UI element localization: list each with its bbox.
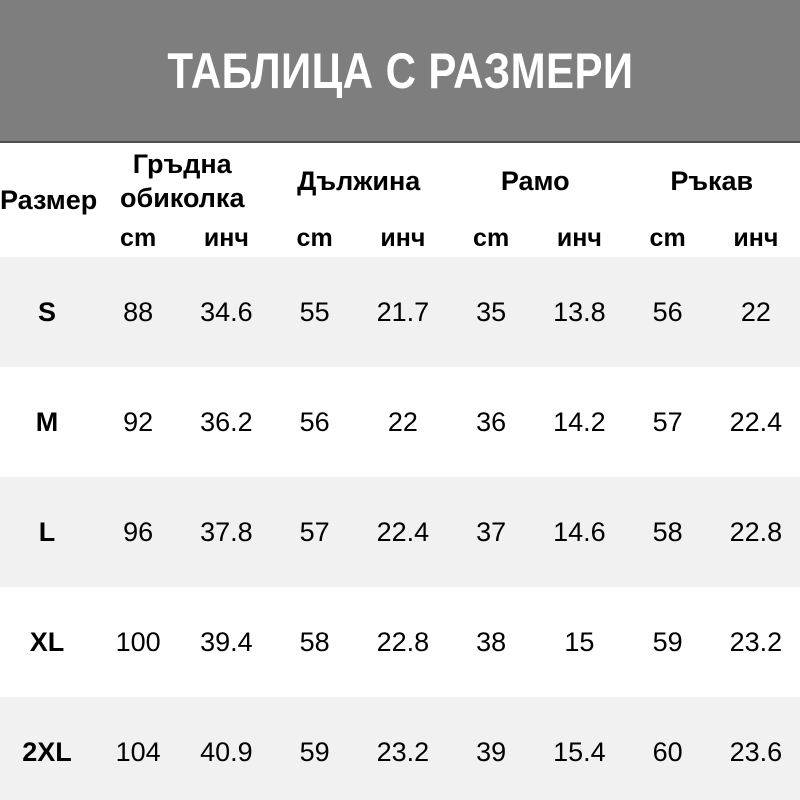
unit-header-shoulder-inch: инч [556, 223, 602, 252]
size-row-xl [0, 587, 800, 697]
unit-header-chest-cm: cm [120, 223, 157, 252]
value-cell: 36.2 [200, 406, 253, 437]
table-header [0, 143, 800, 257]
table-body [0, 257, 800, 800]
unit-header-length-cm: cm [296, 223, 333, 252]
size-cell: XL [29, 626, 65, 657]
title-bar [0, 0, 800, 143]
value-cell: 22.8 [729, 516, 783, 547]
size-row-2xl [0, 697, 800, 800]
value-cell: 22 [387, 406, 418, 437]
unit-header-sleeve-inch: инч [733, 223, 779, 252]
value-cell: 96 [123, 516, 154, 547]
value-cell: 40.9 [200, 736, 253, 767]
unit-header-sleeve-cm: cm [649, 223, 686, 252]
value-cell: 59 [299, 736, 330, 767]
value-cell: 22 [740, 296, 771, 327]
value-cell: 35 [476, 296, 507, 327]
value-cell: 15 [564, 626, 595, 657]
value-cell: 15.4 [553, 736, 606, 767]
group-header-row [0, 143, 800, 219]
column-header-size: Размер [0, 185, 98, 215]
value-cell: 57 [652, 406, 683, 437]
value-cell: 13.8 [553, 296, 606, 327]
value-cell: 37 [476, 516, 507, 547]
value-cell: 34.6 [200, 296, 253, 327]
value-cell: 22.4 [729, 406, 783, 437]
page-title: ТАБЛИЦА С РАЗМЕРИ [166, 42, 634, 99]
value-cell: 92 [123, 406, 154, 437]
size-cell: L [38, 516, 56, 547]
size-row-m [0, 367, 800, 477]
unit-header-length-inch: инч [380, 223, 426, 252]
value-cell: 23.2 [729, 626, 783, 657]
size-cell: M [35, 406, 59, 437]
value-cell: 38 [476, 626, 507, 657]
value-cell: 56 [299, 406, 330, 437]
value-cell: 39.4 [200, 626, 253, 657]
value-cell: 59 [652, 626, 683, 657]
value-cell: 14.2 [553, 406, 606, 437]
value-cell: 60 [652, 736, 683, 767]
size-table [0, 143, 800, 800]
value-cell: 58 [652, 516, 683, 547]
column-group-length: Дължина [297, 166, 421, 196]
column-group-sleeve: Ръкав [670, 166, 754, 196]
column-group-chest: Гръдна обиколка [120, 149, 245, 213]
value-cell: 37.8 [200, 516, 253, 547]
value-cell: 22.8 [376, 626, 430, 657]
size-cell: 2XL [22, 736, 72, 767]
value-cell: 57 [299, 516, 330, 547]
value-cell: 100 [115, 626, 161, 657]
value-cell: 88 [123, 296, 154, 327]
column-group-shoulder: Рамо [500, 166, 570, 196]
value-cell: 14.6 [553, 516, 606, 547]
size-row-s [0, 257, 800, 367]
unit-header-row [0, 219, 800, 257]
value-cell: 23.2 [376, 736, 430, 767]
value-cell: 104 [115, 736, 161, 767]
value-cell: 58 [299, 626, 330, 657]
value-cell: 22.4 [376, 516, 430, 547]
value-cell: 36 [476, 406, 507, 437]
size-cell: S [37, 296, 56, 327]
value-cell: 21.7 [376, 296, 430, 327]
unit-header-chest-inch: инч [203, 223, 249, 252]
value-cell: 39 [476, 736, 507, 767]
size-row-l [0, 477, 800, 587]
value-cell: 55 [299, 296, 330, 327]
unit-header-shoulder-cm: cm [473, 223, 510, 252]
value-cell: 23.6 [729, 736, 783, 767]
value-cell: 56 [652, 296, 683, 327]
